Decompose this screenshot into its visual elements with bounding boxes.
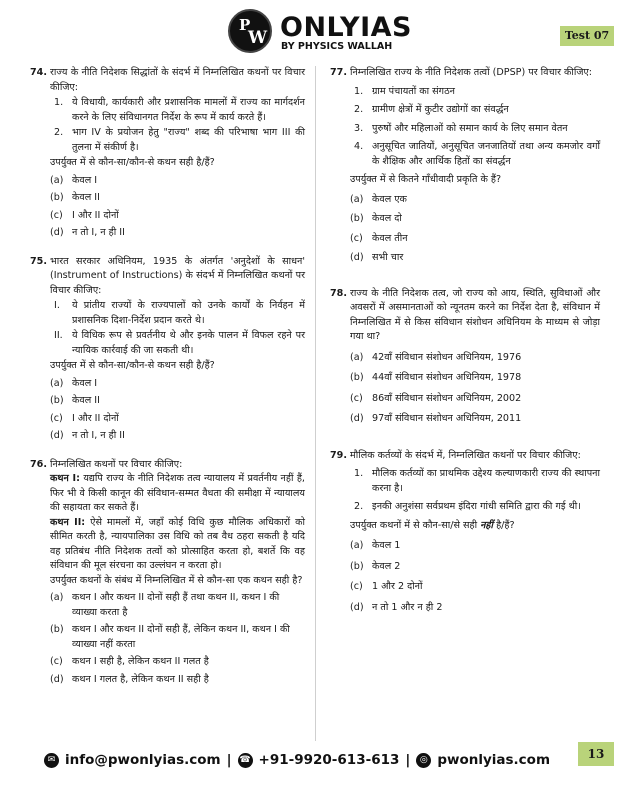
option-a[interactable]: (a) केवल एक: [350, 193, 407, 205]
question-text: निम्नलिखित राज्य के नीति निदेशक तत्वों (DPSP) पर विचार कीजिए:: [350, 67, 593, 78]
option-b[interactable]: (b) केवल 2: [350, 560, 401, 572]
right-column: [330, 66, 600, 632]
option-d[interactable]: (d) न तो I, न ही II: [50, 227, 125, 238]
question-number: 77.: [330, 67, 347, 78]
option-c[interactable]: (c) 1 और 2 दोनों: [350, 581, 423, 592]
option-b[interactable]: (b) 44वाँ संविधान संशोधन अधिनियम, 1978: [350, 372, 522, 383]
question-prompt: उपर्युक्त कथनों के संबंध में निम्नलिखित में से कौन-सा एक कथन सही है?: [50, 574, 303, 586]
question-number: 75.: [30, 255, 47, 267]
option-a[interactable]: (a) केवल I: [50, 377, 98, 389]
question-number: 76.: [30, 458, 47, 470]
question-74: [30, 66, 305, 244]
question-79: [330, 449, 600, 622]
option-d[interactable]: (d) न तो I, न ही II: [50, 430, 125, 441]
question-text: निम्नलिखित कथनों पर विचार कीजिए:: [50, 458, 183, 470]
question-text: राज्य के नीति निदेशक सिद्धांतों के संदर्भ में निम्नलिखित कथनों पर विचार कीजिए:: [50, 67, 305, 93]
option-a[interactable]: (a) 42वाँ संविधान संशोधन अधिनियम, 1976: [350, 351, 522, 363]
question-77: [330, 66, 600, 271]
option-b[interactable]: (b) केवल II: [50, 395, 100, 406]
test-badge: Test 07: [560, 26, 614, 46]
option-c[interactable]: (c) कथन I सही है, लेकिन कथन II गलत है: [50, 656, 209, 667]
statement: 2. भाग IV के प्रयोजन हेतु "राज्य" शब्द की परिभाषा भाग III की तुलना में संकीर्ण है।: [54, 127, 305, 153]
option-b[interactable]: (b) कथन I और कथन II दोनों सही हैं, लेकिन कथन II, कथन I की व्याख्या नहीं करता: [50, 624, 290, 650]
statement: 2. इनकी अनुशंसा सर्वप्रथम इंदिरा गांधी समिति द्वारा की गई थी।: [354, 501, 581, 512]
option-b[interactable]: (b) केवल दो: [350, 213, 402, 224]
email-icon: ✉: [44, 753, 59, 768]
question-prompt: उपर्युक्त में से कौन-सा/कौन-से कथन सही है/हैं?: [50, 360, 215, 371]
option-d[interactable]: (d) 97वाँ संविधान संशोधन अधिनियम, 2011: [350, 413, 522, 424]
option-d[interactable]: (d) सभी चार: [350, 252, 404, 263]
assertion-2: कथन II: ऐसे मामलों में, जहाँ कोई विधि कुछ मौलिक अधिकारों को सीमित करती है, न्यायपालिका उस विधि को तब वैध ठहरा सकती है यदि वह प्रतिबंध नीति निदेशक तत्वों को प्रोत्साहित करता हो, बशर्ते कि वह संविधान की मूल संरचना का उल्लंघन न करता हो।: [50, 516, 305, 571]
page-header: [0, 0, 618, 58]
question-text: राज्य के नीति निदेशक तत्व, जो राज्य को आय, स्थिति, सुविधाओं और अवसरों में असमानताओं को न्यूनतम करने का निर्देश देता है, संविधान में निम्नलिखित में से किस संविधान संशोधन अधिनियम के माध्यम से जोड़ा गया था?: [350, 287, 600, 342]
option-a[interactable]: (a) केवल 1: [350, 540, 401, 551]
statement: 1. ये विधायी, कार्यकारी और प्रशासनिक मामलों में राज्य का मार्गदर्शन करने के लिए संविधानगत निर्देश के रूप में कार्य करते हैं।: [54, 97, 305, 123]
page-footer: [44, 747, 556, 773]
option-d[interactable]: (d) कथन I गलत है, लेकिन कथन II सही है: [50, 673, 209, 685]
question-text: भारत सरकार अधिनियम, 1935 के अंतर्गत 'अनुदेशों के साधन' (Instrument of Instructions) के संदर्भ में निम्नलिखित कथनों पर विचार कीजिए:: [50, 255, 305, 296]
footer-email[interactable]: info@pwonlyias.com: [65, 752, 221, 768]
statement: I. ये प्रांतीय राज्यों के राज्यपालों को उनके कार्यों के निर्वहन में प्रशासनिक दिशा-निर्देश प्रदान करते थे।: [54, 300, 305, 326]
option-c[interactable]: (c) केवल तीन: [350, 232, 408, 244]
statement: 1. मौलिक कर्तव्यों का प्राथमिक उद्देश्य कल्याणकारी राज्य की स्थापना करना है।: [354, 468, 600, 494]
footer-phone[interactable]: +91-9920-613-613: [258, 752, 400, 768]
option-d[interactable]: (d) न तो 1 और न ही 2: [350, 601, 443, 613]
footer-separator: |: [226, 752, 232, 768]
option-a[interactable]: (a) केवल I: [50, 174, 98, 186]
footer-separator: |: [405, 752, 411, 768]
brand-name: ONLYIAS: [280, 12, 412, 43]
statement: II. ये विधिक रूप से प्रवर्तनीय थे और इनके पालन में विफल रहने पर न्यायिक कार्रवाई की जा सकती थी।: [54, 330, 305, 356]
phone-icon: ☎: [238, 753, 253, 768]
option-a[interactable]: (a) कथन I और कथन II दोनों सही हैं तथा कथन II, कथन I की व्याख्या करता है: [50, 592, 280, 618]
left-column: [30, 66, 305, 701]
statement: 2. ग्रामीण क्षेत्रों में कुटीर उद्योगों का संवर्द्धन: [354, 104, 509, 115]
question-prompt: उपर्युक्त में से कौन-सा/कौन-से कथन सही है/हैं?: [50, 157, 215, 168]
question-number: 74.: [30, 67, 47, 78]
question-number: 79.: [330, 449, 347, 461]
question-text: मौलिक कर्तव्यों के संदर्भ में, निम्नलिखित कथनों पर विचार कीजिए:: [350, 449, 581, 461]
option-b[interactable]: (b) केवल II: [50, 192, 100, 203]
statement: 4. अनुसूचित जातियों, अनुसूचित जनजातियों तथा अन्य कमजोर वर्गों के शैक्षिक और आर्थिक हितों का संवर्द्धन: [354, 141, 600, 167]
question-75: [30, 255, 305, 447]
statement: 1. ग्राम पंचायतों का संगठन: [354, 85, 455, 97]
page-number: 13: [578, 742, 614, 766]
statement: 3. पुरुषों और महिलाओं को समान कार्य के लिए समान वेतन: [354, 122, 568, 134]
question-prompt: उपर्युक्त में से कितने गाँधीवादी प्रकृति के हैं?: [350, 174, 502, 185]
footer-website[interactable]: pwonlyias.com: [437, 752, 551, 768]
question-76: [30, 458, 305, 691]
question-number: 78.: [330, 287, 347, 299]
question-78: [330, 287, 600, 433]
assertion-1: कथन I: यद्यपि राज्य के नीति निदेशक तत्व न्यायालय में प्रवर्तनीय नहीं हैं, फिर भी वे किसी कानून की संविधान-सम्मत वैधता की समीक्षा में न्यायालय की सहायता कर सकते हैं।: [50, 473, 305, 513]
brand-subtitle: BY PHYSICS WALLAH: [281, 41, 393, 52]
column-divider: [315, 66, 316, 741]
option-c[interactable]: (c) I और II दोनों: [50, 209, 119, 221]
option-c[interactable]: (c) I और II दोनों: [50, 412, 119, 424]
question-prompt: उपर्युक्त कथनों में से कौन-सा/से सही नहीं है/हैं?: [350, 519, 515, 531]
globe-icon: ◎: [416, 753, 431, 768]
pw-logo-icon: P W: [228, 9, 272, 53]
option-c[interactable]: (c) 86वाँ संविधान संशोधन अधिनियम, 2002: [350, 392, 522, 404]
